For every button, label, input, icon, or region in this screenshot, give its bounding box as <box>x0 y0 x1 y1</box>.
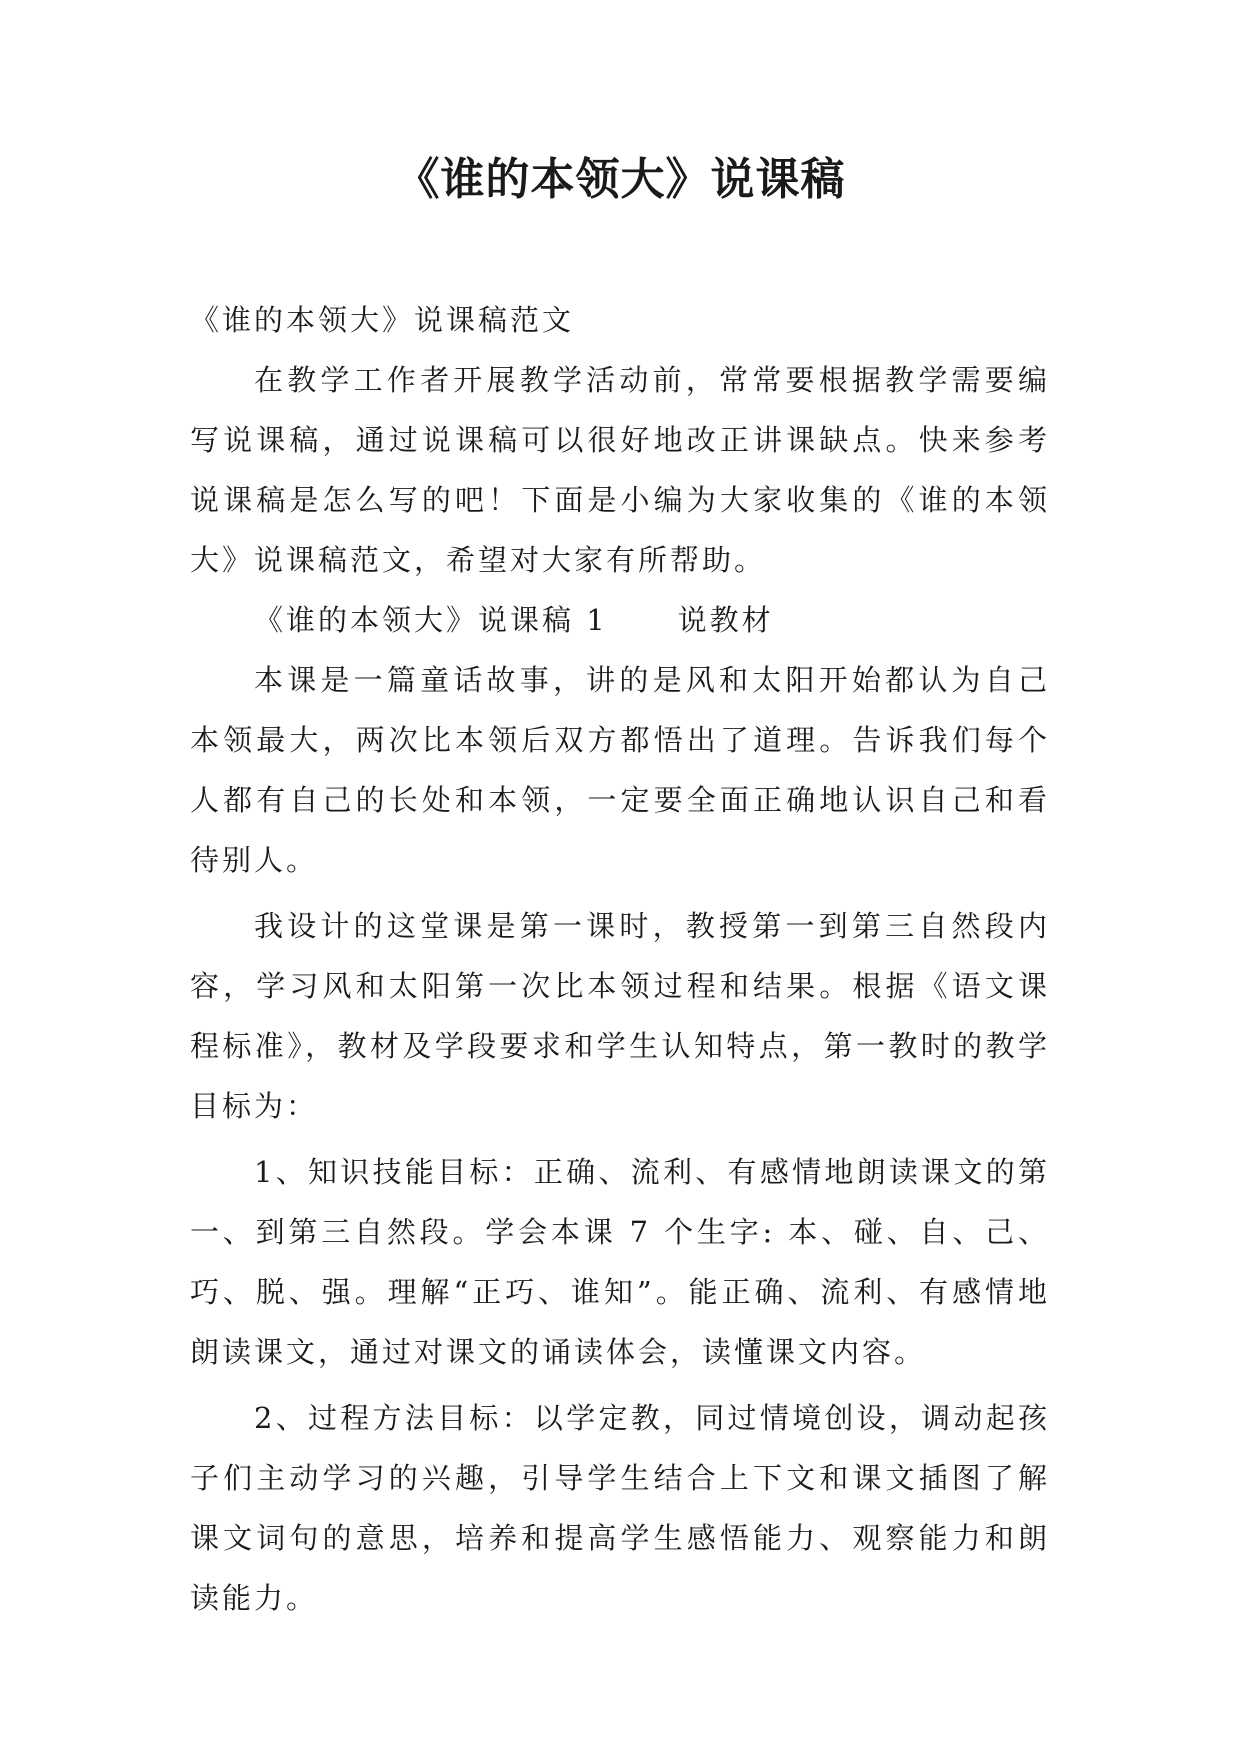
body-paragraph: 1、知识技能目标：正确、流利、有感情地朗读课文的第一、到第三自然段。学会本课 7 个生字: 本、碰、自、己、巧、脱、强。理解“正巧、谁知”。能正确、流利、有感情地朗读课文，通过对课文的诵读体会，读懂课文内容。 <box>190 1155 1050 1369</box>
section-heading <box>190 590 1050 650</box>
section-title: 《谁的本领大》说课稿 1 <box>254 603 608 637</box>
document-subtitle: 《谁的本领大》说课稿范文 <box>190 303 575 337</box>
intro-paragraph: 在教学工作者开展教学活动前，常常要根据教学需要编写说课稿，通过说课稿可以很好地改正讲课缺点。快来参考说课稿是怎么写的吧！下面是小编为大家收集的《谁的本领大》说课稿范文，希望对大家有所帮助。 <box>190 363 1050 577</box>
body-paragraph: 2、过程方法目标：以学定教，同过情境创设，调动起孩子们主动学习的兴趣，引导学生结合上下文和课文插图了解课文词句的意思，培养和提高学生感悟能力、观察能力和朗读能力。 <box>190 1401 1050 1615</box>
document-title: 《谁的本领大》说课稿 <box>395 154 846 205</box>
body-paragraph: 本课是一篇童话故事，讲的是风和太阳开始都认为自己本领最大，两次比本领后双方都悟出了道理。告诉我们每个人都有自己的长处和本领，一定要全面正确地认识自己和看待别人。 <box>190 663 1050 877</box>
section-subheading: 说教材 <box>677 603 774 637</box>
body-paragraph: 我设计的这堂课是第一课时，教授第一到第三自然段内容，学习风和太阳第一次比本领过程和结果。根据《语文课程标准》，教材及学段要求和学生认知特点，第一教时的教学目标为： <box>190 909 1050 1123</box>
document-body <box>190 290 1050 1628</box>
